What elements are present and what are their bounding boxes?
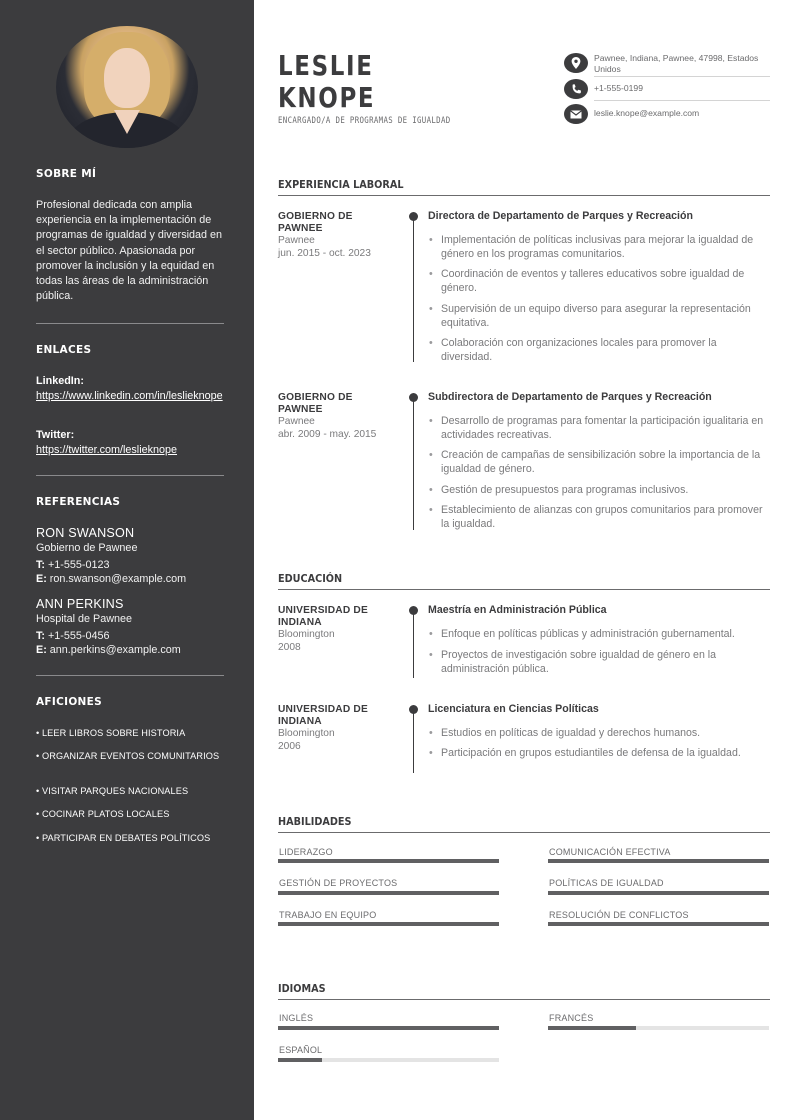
employer-name: GOBIERNO DE PAWNEE: [278, 392, 353, 415]
skill-label: TRABAJO EN EQUIPO: [279, 910, 377, 920]
job-title: ENCARGADO/A DE PROGRAMAS DE IGUALDAD: [278, 116, 451, 126]
list-item: • Estudios en políticas de igualdad y derechos humanos.: [428, 726, 770, 740]
contact-email: leslie.knope@example.com: [564, 104, 770, 124]
skill-bar: [278, 859, 499, 863]
skill-bar: [278, 922, 499, 926]
skill-bar: [548, 922, 769, 926]
divider: [36, 675, 224, 676]
twitter-link[interactable]: https://twitter.com/leslieknope: [36, 444, 178, 456]
language-label: FRANCÉS: [549, 1013, 594, 1023]
employer-location: Pawnee: [278, 416, 315, 427]
list-item: • Colaboración con organizaciones locales para promover la diversidad.: [428, 336, 770, 364]
section-divider: [278, 832, 770, 833]
contact-address: Pawnee, Indiana, Pawnee, 47998, Estados Unidos: [564, 53, 770, 74]
language-bar: [278, 1058, 499, 1062]
hobby-item: • PARTICIPAR EN DEBATES POLÍTICOS: [36, 833, 211, 843]
reference-phone: T: +1-555-0456: [36, 630, 110, 642]
envelope-icon: [564, 104, 588, 124]
institution-name: UNIVERSIDAD DE INDIANA: [278, 605, 368, 628]
hobby-item: • LEER LIBROS SOBRE HISTORIA: [36, 728, 186, 738]
list-item: • Establecimiento de alianzas con grupos comunitarios para promover la igualdad.: [428, 503, 770, 531]
skill-bar-fill: [548, 859, 769, 863]
reference-email: E: ron.swanson@example.com: [36, 573, 187, 585]
hobbies-heading: AFICIONES: [36, 696, 102, 708]
location-pin-icon: [564, 53, 588, 73]
profile-photo: [56, 26, 198, 148]
employer-location: Pawnee: [278, 235, 315, 246]
language-bar-fill: [548, 1026, 636, 1030]
timeline-dot: [409, 606, 418, 615]
language-bar-fill: [278, 1058, 322, 1062]
employer-name: GOBIERNO DE PAWNEE: [278, 211, 353, 234]
timeline-line: [413, 709, 414, 773]
hobby-item: • ORGANIZAR EVENTOS COMUNITARIOS: [36, 751, 220, 761]
language-bar: [548, 1026, 769, 1030]
experience-heading: EXPERIENCIA LABORAL: [278, 178, 404, 191]
reference-org: Gobierno de Pawnee: [36, 542, 138, 554]
language-label: ESPAÑOL: [279, 1045, 323, 1055]
employment-dates: jun. 2015 - oct. 2023: [278, 248, 371, 259]
reference-org: Hospital de Pawnee: [36, 613, 133, 625]
skill-bar: [548, 859, 769, 863]
timeline-line: [413, 216, 414, 362]
timeline-line: [413, 610, 414, 678]
timeline-dot: [409, 393, 418, 402]
reference-phone: T: +1-555-0123: [36, 559, 110, 571]
list-item: • Desarrollo de programas para fomentar la participación igualitaria en actividades recreativas.: [428, 414, 770, 442]
language-bar: [278, 1026, 499, 1030]
institution-name: UNIVERSIDAD DE INDIANA: [278, 704, 368, 727]
references-heading: REFERENCIAS: [36, 496, 121, 508]
language-label: INGLÉS: [279, 1013, 314, 1023]
job-role: Directora de Departamento de Parques y Recreación: [428, 210, 693, 222]
skill-label: POLÍTICAS DE IGUALDAD: [549, 878, 664, 888]
section-divider: [278, 195, 770, 196]
skill-bar-fill: [548, 891, 769, 895]
education-heading: EDUCACIÓN: [278, 572, 343, 585]
degree: Licenciatura en Ciencias Políticas: [428, 703, 599, 715]
divider: [36, 323, 224, 324]
list-item: • Supervisión de un equipo diverso para asegurar la representación equitativa.: [428, 302, 770, 330]
reference-name: RON SWANSON: [36, 526, 135, 540]
candidate-name: LESLIE KNOPE: [278, 49, 376, 114]
skills-heading: HABILIDADES: [278, 815, 352, 828]
list-item: • Coordinación de eventos y talleres educativos sobre igualdad de género.: [428, 267, 770, 295]
skill-bar-fill: [278, 891, 499, 895]
links-heading: ENLACES: [36, 344, 92, 356]
list-item: • Participación en grupos estudiantiles de defensa de la igualdad.: [428, 746, 770, 760]
graduation-year: 2006: [278, 741, 301, 752]
timeline-dot: [409, 212, 418, 221]
list-item: • Proyectos de investigación sobre igualdad de género en la administración pública.: [428, 648, 770, 676]
timeline-dot: [409, 705, 418, 714]
reference-email: E: ann.perkins@example.com: [36, 644, 181, 656]
hobby-item: • COCINAR PLATOS LOCALES: [36, 809, 170, 819]
languages-heading: IDIOMAS: [278, 982, 326, 995]
skill-bar-fill: [548, 922, 769, 926]
contact-divider: [594, 100, 770, 101]
list-item: • Gestión de presupuestos para programas inclusivos.: [428, 483, 770, 497]
contact-divider: [594, 76, 770, 77]
job-role: Subdirectora de Departamento de Parques y Recreación: [428, 391, 712, 403]
skill-label: COMUNICACIÓN EFECTIVA: [549, 847, 671, 857]
divider: [36, 475, 224, 476]
skill-label: RESOLUCIÓN DE CONFLICTOS: [549, 910, 689, 920]
twitter-label: Twitter:: [36, 429, 75, 441]
skill-bar-fill: [278, 859, 499, 863]
skill-bar: [548, 891, 769, 895]
contact-phone: +1-555-0199: [564, 79, 770, 99]
section-divider: [278, 999, 770, 1000]
graduation-year: 2008: [278, 642, 301, 653]
linkedin-link[interactable]: https://www.linkedin.com/in/leslieknope: [36, 390, 223, 402]
list-item: • Implementación de políticas inclusivas para mejorar la igualdad de género en los programas comunitarios.: [428, 233, 770, 261]
reference-name: ANN PERKINS: [36, 597, 124, 611]
degree: Maestría en Administración Pública: [428, 604, 607, 616]
sidebar: [0, 0, 254, 1120]
skill-label: LIDERAZGO: [279, 847, 333, 857]
about-heading: SOBRE MÍ: [36, 168, 97, 180]
institution-location: Bloomington: [278, 728, 335, 739]
skill-bar: [278, 891, 499, 895]
timeline-line: [413, 398, 414, 530]
list-item: • Creación de campañas de sensibilización sobre la importancia de la igualdad de género.: [428, 448, 770, 476]
hobby-item: • VISITAR PARQUES NACIONALES: [36, 786, 189, 796]
phone-icon: [564, 79, 588, 99]
section-divider: [278, 589, 770, 590]
skill-bar-fill: [278, 922, 499, 926]
list-item: • Enfoque en políticas públicas y administración gubernamental.: [428, 627, 770, 641]
about-text: Profesional dedicada con amplia experiencia en la implementación de programas de igualdad y diversidad en el sector público. Apasionada por promover la inclusión y la equidad en todas las áreas de la administración pública.: [36, 199, 223, 303]
language-bar-fill: [278, 1026, 499, 1030]
employment-dates: abr. 2009 - may. 2015: [278, 429, 377, 440]
skill-label: GESTIÓN DE PROYECTOS: [279, 878, 398, 888]
institution-location: Bloomington: [278, 629, 335, 640]
linkedin-label: LinkedIn:: [36, 375, 84, 387]
